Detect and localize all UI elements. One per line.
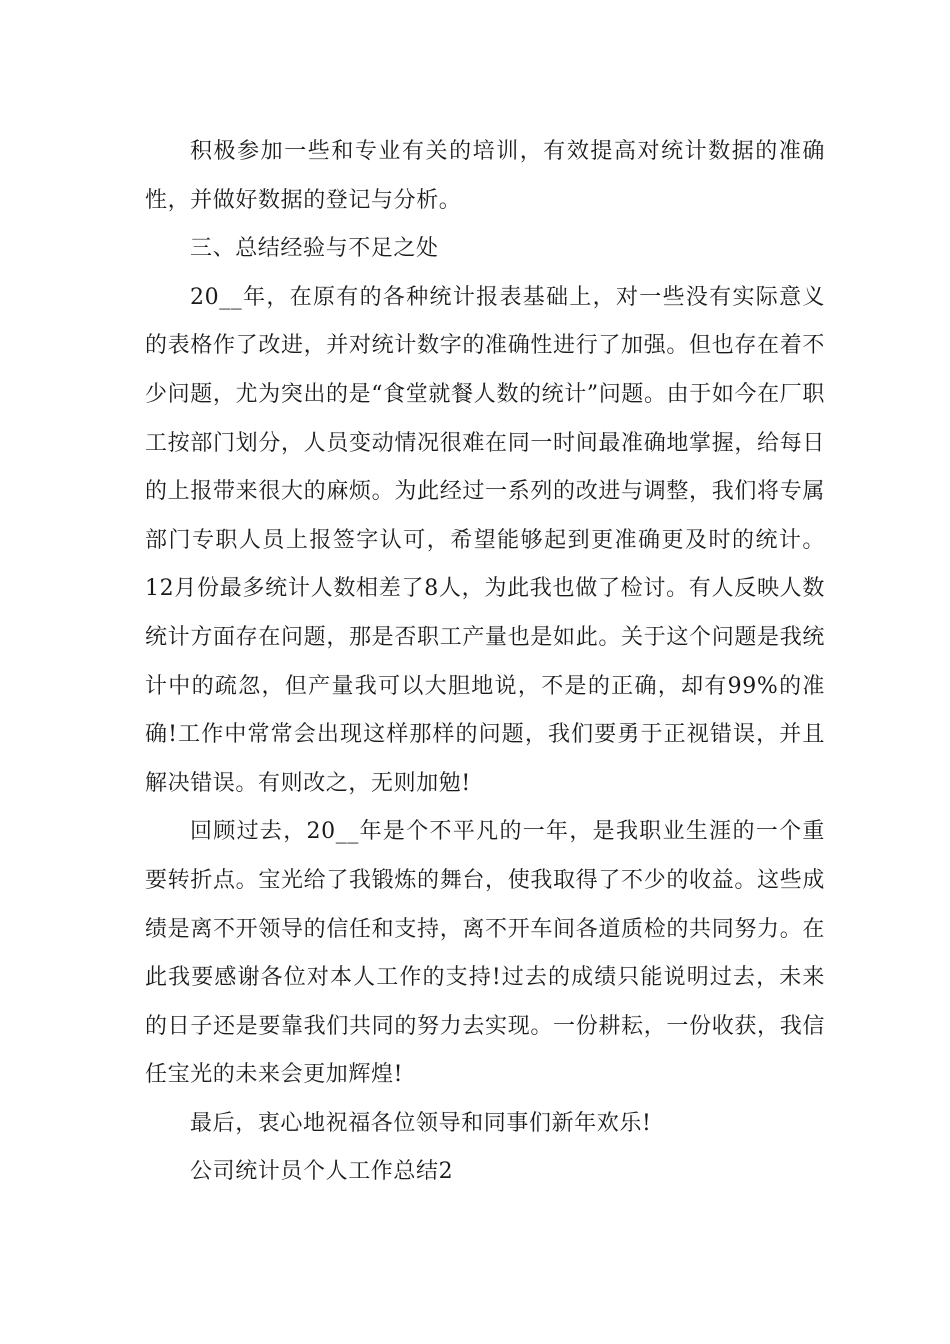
- section-heading-summary: 三、总结经验与不足之处: [190, 236, 439, 262]
- paragraph-closing-wishes: 最后，衷心地祝福各位领导和同事们新年欢乐!: [190, 1110, 652, 1136]
- paragraph-review: 回顾过去，20__年是个不平凡的一年，是我职业生涯的一个重要转折点。宝光给了我锻炼的舞台，使我取得了不少的收益。这些成绩是离不开领导的信任和支持，离不开车间各道质检的共同努力。在此我要感谢各位对本人工作的支持!过去的成绩只能说明过去，未来的日子还是要靠我们共同的努力去实现。一份耕耘，一份收获，我信任宝光的未来会更加辉煌!: [145, 819, 825, 1088]
- document-body: [145, 128, 825, 1197]
- next-section-title: 公司统计员个人工作总结2: [190, 1159, 454, 1185]
- paragraph-statistics-issues: 20__年，在原有的各种统计报表基础上，对一些没有实际意义的表格作了改进，并对统计数字的准确性进行了加强。但也存在着不少问题，尤为突出的是“食堂就餐人数的统计”问题。由于如今在厂职工按部门划分，人员变动情况很难在同一时间最准确地掌握，给每日的上报带来很大的麻烦。为此经过一系列的改进与调整，我们将专属部门专职人员上报签字认可，希望能够起到更准确更及时的统计。12月份最多统计人数相差了8人，为此我也做了检讨。有人反映人数统计方面存在问题，那是否职工产量也是如此。关于这个问题是我统计中的疏忽，但产量我可以大胆地说，不是的正确，却有99%的准确!工作中常常会出现这样那样的问题，我们要勇于正视错误，并且解决错误。有则改之，无则加勉!: [145, 284, 825, 796]
- paragraph-training: 积极参加一些和专业有关的培训，有效提高对统计数据的准确性，并做好数据的登记与分析。: [145, 139, 825, 213]
